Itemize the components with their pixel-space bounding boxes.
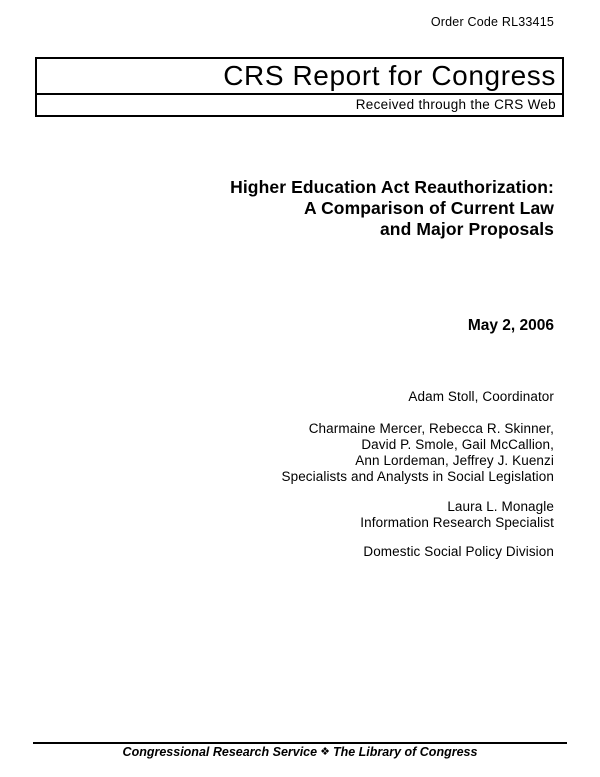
author-team-line-3: Ann Lordeman, Jeffrey J. Kuenzi bbox=[355, 453, 554, 468]
crs-service-name: Congressional Research Service bbox=[122, 745, 318, 759]
author-coordinator: Adam Stoll, Coordinator bbox=[408, 389, 554, 404]
footer-text bbox=[33, 745, 567, 759]
page-footer bbox=[33, 742, 567, 759]
author-team-line-2: David P. Smole, Gail McCallion, bbox=[361, 437, 554, 452]
crs-banner bbox=[35, 57, 564, 117]
report-title-line-3: and Major Proposals bbox=[379, 219, 554, 239]
division-name: Domestic Social Policy Division bbox=[363, 544, 554, 559]
banner-subtitle: Received through the CRS Web bbox=[355, 97, 556, 112]
report-date: May 2, 2006 bbox=[467, 317, 554, 334]
report-title-line-2: A Comparison of Current Law bbox=[304, 198, 554, 218]
order-code: Order Code RL33415 bbox=[430, 15, 554, 29]
author-team-role: Specialists and Analysts in Social Legislation bbox=[281, 469, 554, 484]
report-title bbox=[230, 177, 554, 240]
specialist-role: Information Research Specialist bbox=[360, 515, 554, 530]
banner-title: CRS Report for Congress bbox=[223, 60, 556, 91]
author-specialist bbox=[360, 499, 554, 531]
author-team-line-1: Charmaine Mercer, Rebecca R. Skinner, bbox=[308, 421, 554, 436]
specialist-name: Laura L. Monagle bbox=[447, 499, 554, 514]
diamond-icon: ❖ bbox=[320, 745, 330, 758]
library-of-congress-name: The Library of Congress bbox=[332, 745, 478, 759]
author-team bbox=[281, 421, 554, 485]
report-title-line-1: Higher Education Act Reauthorization: bbox=[230, 177, 554, 197]
